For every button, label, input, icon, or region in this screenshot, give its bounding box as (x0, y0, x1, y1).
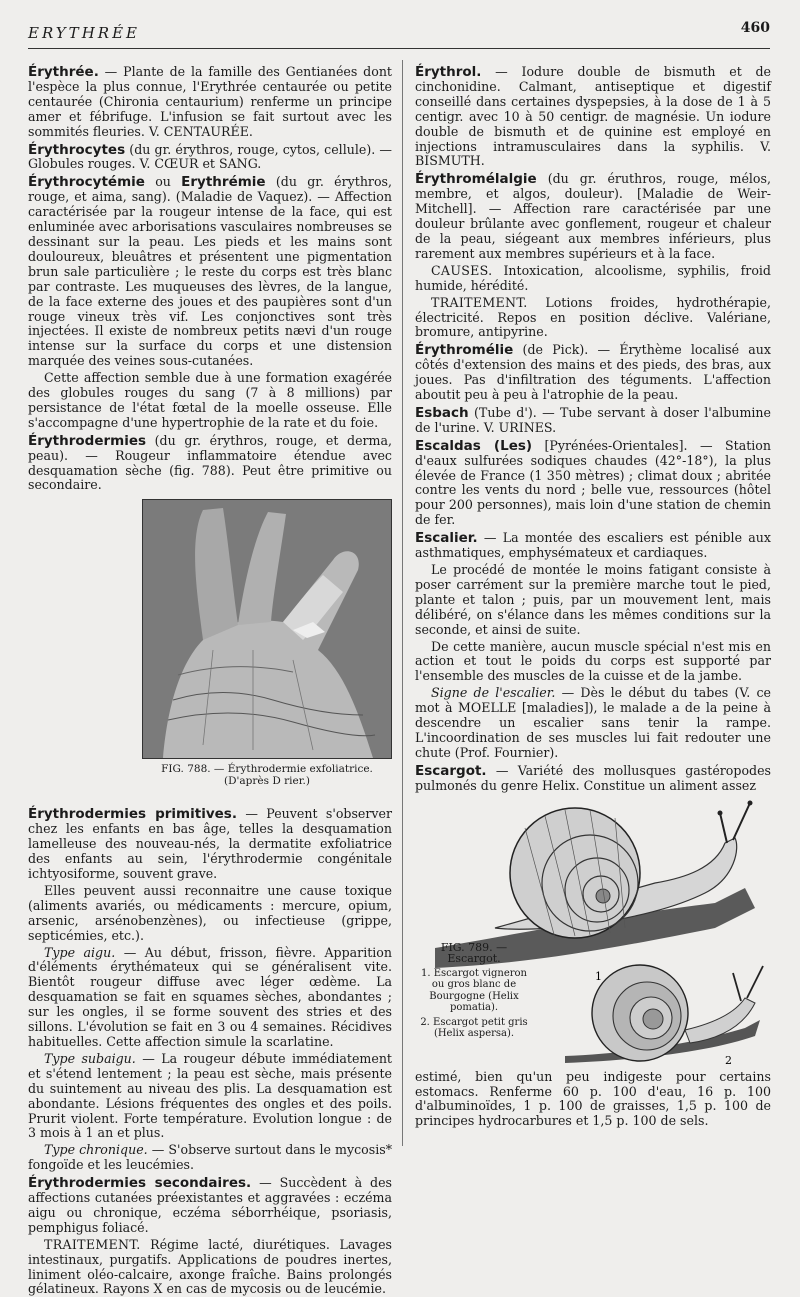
figure-789-item-2: 2. Escargot petit gris (Helix aspersa). (420, 1016, 528, 1040)
headword: Érythrocytémie (28, 174, 145, 191)
entry-text: — Iodure double de bismuth et de cinchonidine. Calmant, antiseptique et digestif conseillé dans certaines dyspepsies, à la dose de 1 à 5 centigr. avec 10 à 50 centigr. de magnésie. Un iodure double de bismuth et de quinine est employé en injections intramusculaires dans la syphilis. V. BISMUTH. (415, 64, 771, 169)
subheading: Signe de l'escalier. (431, 685, 556, 701)
headword: Érythrocytes (28, 141, 126, 158)
entry-text: — La montée des escaliers est pénible aux asthmatiques, emphysémateux et cardiaques. (415, 530, 771, 561)
figure-789-item-1: 1. Escargot vigneron ou gros blanc de Bourgogne (Helix pomatia). (421, 967, 527, 1014)
entry-escalier (415, 531, 771, 561)
headword: Escargot. (415, 762, 487, 779)
entry-text: — Variété des mollusques gastéropodes pulmonés du genre Helix. Constitue un aliment assez (415, 762, 771, 793)
entry-erythree (28, 65, 392, 140)
paragraph-text: — S'observe surtout dans le mycosis* fongoïde et les leucémies. (28, 1142, 392, 1173)
entry-escargot (415, 764, 771, 794)
page-number: 460 (740, 20, 770, 36)
hand-photo-image (142, 499, 392, 759)
entry-text: [Pyrénées-Orientales]. — Station d'eaux sulfurées sodiques chaudes (42°-18°), la plus élevée de France (1 350 mètres) ; climat doux ; abritée contre les vents du nord ; belle vue, ressources (hôtel pour 200 personnes), mais loin d'une station de chemin de fer. (415, 437, 771, 528)
figure-789-title: FIG. 789. — Escargot. (440, 940, 508, 966)
entry-erythrocytemie (28, 175, 392, 369)
entry-text: (Tube d'). — Tube servant à doser l'albumine de l'urine. V. URINES. (415, 404, 771, 435)
entry-erythrol (415, 65, 771, 169)
headword: Escalier. (415, 530, 478, 547)
entry-text: (du gr. érythros, rouge, et derma, peau). — Rougeur inflammatoire étendue avec desquamation sèche (fig. 788). Peut être primitive ou secondaire. (28, 432, 392, 493)
paragraph: Le procédé de montée le moins fatigant consiste à poser carrément sur la première marche tout le pied, plante et talon ; puis, par un mouvement lent, mais délibéré, on s'élance dans les mêmes conditions sur la seconde, et ainsi de suite. (415, 562, 771, 637)
subheading: Type subaigu. (44, 1050, 136, 1066)
paragraph: Elles peuvent aussi reconnaitre une cause toxique (aliments avariés, ou médicaments : mercure, opium, arsenic, arsénobenzènes), ou infectieuse (grippe, septicémies, etc.). (28, 882, 392, 943)
entry-esbach (415, 406, 771, 436)
headword: Érythrodermies (28, 432, 147, 449)
paragraph-type-subaigu (28, 1052, 392, 1141)
headword: Érythrodermies secondaires. (28, 1175, 252, 1192)
entry-erythrocytes (28, 143, 392, 173)
paragraph-text: Intoxication, alcoolisme, syphilis, froid humide, hérédité. (415, 262, 771, 293)
paragraph-traitement (415, 296, 771, 341)
figure-789 (415, 798, 771, 1066)
entry-text: (du gr. érythros, rouge, et aima, sang). (Maladie de Vaquez). — Affection caractérisée par la rougeur intense de la face, qui est enluminée avec arborisations vasculaires nombreuses se dessinant sur la peau. Les pieds et les mains sont douloureux, bleuâtres et présentent une pigmentation brun sale particulière ; le reste du corps est très blanc par contraste. Les muqueuses des lèvres, de la langue, de la face externe des joues et des paupières sont d'un rouge vineux très vif. Les conjonctives sont très injectées. Il existe de nombreux petits nævi d'un rouge intense sur la surface du corps et une distension marquée des veines sous-cutanées. (28, 174, 392, 369)
paragraph-text: — La rougeur débute immédiatement et s'étend lentement ; la peau est sèche, mais présente du suintement au niveau des plis. La desquamation est abondante. Lésions fréquentes des ongles et des poils. Prurit violent. Forte température. Evolution longue : de 3 mois à 1 an et plus. (28, 1050, 392, 1141)
headword-alt: Erythrémie (181, 174, 266, 191)
entry-connector: ou (144, 174, 182, 190)
paragraph-signe (415, 686, 771, 761)
subheading: TRAITEMENT. (44, 1236, 141, 1252)
paragraph-text: Régime lacté, diurétiques. Lavages intestinaux, purgatifs. Applications de poudres inertes, liniment oléo-calcaire, axonge fraîche. Bains prolongés gélatineux. Rayons X en cas de mycosis ou de leucémie. (28, 1236, 392, 1297)
left-column (28, 62, 393, 1297)
entry-text: (du gr. érythros, rouge, cytos, cellule). — Globules rouges. V. CŒUR et SANG. (28, 141, 392, 172)
paragraph-causes (415, 264, 771, 294)
headword: Érythrol. (415, 64, 482, 80)
figure-788-caption: FIG. 788. — Érythrodermie exfoliatrice. (D'après D rier.) (161, 763, 373, 788)
figure-number-2: 2 (725, 1053, 732, 1067)
entry-erythromelie (415, 343, 771, 403)
subheading: CAUSES. (431, 262, 493, 278)
paragraph-traitement (28, 1238, 392, 1297)
paragraph: De cette manière, aucun muscle spécial n'est mis en action et tout le poids du corps est supporté par l'ensemble des muscles de la cuisse et de la jambe. (415, 638, 771, 684)
right-column (415, 62, 771, 1146)
headword: Érythromélie (415, 342, 514, 359)
headword: Érythrodermies primitives. (28, 806, 237, 823)
paragraph-text: — Dès le début du tabes (V. ce mot à MOELLE [maladies]), le malade a de la peine à descendre un escalier sans tenir la rampe. L'incoordination de ses muscles lui fait redouter une chute (Prof. Fournier). (415, 685, 771, 760)
entry-text: (de Pick). — Érythème localisé aux côtés d'extension des mains et des pieds, des bras, aux joues. Pas d'infiltration des téguments. L'affection aboutit peu à peu à l'atrophie de la peau. (415, 342, 771, 403)
paragraph-text: — Au début, frisson, fièvre. Apparition d'éléments érythémateux qui se généralisent vite. Bientôt rougeur diffuse avec léger œdème. La desquamation se fait en squames sèches, abondantes ; sur les ongles, il se forme souvent des stries et des sillons. L'évolution se fait en 3 ou 4 semaines. Récidives habituelles. Cette affection simule la scarlatine. (28, 944, 393, 1049)
figure-number-1: 1 (595, 969, 602, 983)
page-header (28, 18, 770, 49)
entry-erythrodermies (28, 434, 392, 494)
paragraph-text: Lotions froides, hydrothérapie, électricité. Repos en position déclive. Valériane, bromure, antipyrine. (415, 294, 771, 340)
figure-788 (142, 499, 392, 804)
paragraph: Cette affection semble due à une formation exagérée des globules rouges du sang (7 à 8 millions) par persistance de l'état fœtal de la moelle osseuse. Elle s'accompagne d'une hypertrophie de la rate et du foie. (28, 370, 392, 430)
subheading: Type aigu. (44, 944, 116, 960)
entry-text: — Succèdent à des affections cutanées préexistantes et aggravées : eczéma aigu ou chronique, eczéma séborrhéique, psoriasis, pemphigus foliacé. (28, 1175, 393, 1235)
paragraph-type-aigu (28, 946, 392, 1050)
headword: Esbach (415, 404, 469, 421)
subheading: TRAITEMENT. (431, 294, 528, 310)
entry-secondaires (28, 1176, 392, 1236)
figure-789-caption (415, 942, 533, 1040)
entry-text: — Peuvent s'observer chez les enfants en bas âge, telles la desquamation lamelleuse des nouveau-nés, la dermatite exfoliatrice des enfants au sein, l'érythrodermie congénitale ichtyosiforme, souvent grave. (28, 806, 392, 881)
entry-text: — Plante de la famille des Gentianées dont l'espèce la plus connue, l'Erythrée centaurée ou petite centaurée (Chironia centaurium) renferme un principe amer et fébrifuge. L'infusion se fait surtout avec les sommités fleuries. V. CENTAURÉE. (28, 64, 392, 139)
entry-erythromelalgie (415, 172, 771, 261)
subheading: Type chronique. (44, 1142, 148, 1158)
running-head: ERYTHRÉE (28, 24, 140, 42)
headword: Érythromélalgie (415, 171, 537, 188)
headword: Escaldas (Les) (415, 437, 533, 454)
headword: Érythrée. (28, 64, 99, 80)
entry-text: (du gr. éruthros, rouge, mélos, membre, et algos, douleur). [Maladie de Weir-Mitchell]. — Affection rare caractérisée par une douleur brûlante avec gonflement, rougeur et chaleur de la peau, siégeant aux membres inférieurs, plus rarement aux membres supérieurs et à la face. (415, 171, 771, 261)
entry-escaldas (415, 439, 771, 528)
paragraph-type-chronique (28, 1143, 392, 1173)
column-divider (402, 60, 403, 1146)
paragraph-continuation: estimé, bien qu'un peu indigeste pour certains estomacs. Renferme 60 p. 100 d'eau, 16 p. 100 d'albuminoïdes, 1 p. 100 de graisses, 1,5 p. 100 de principes hydrocarbures et 1,5 p. 100 de sels. (415, 1068, 771, 1129)
